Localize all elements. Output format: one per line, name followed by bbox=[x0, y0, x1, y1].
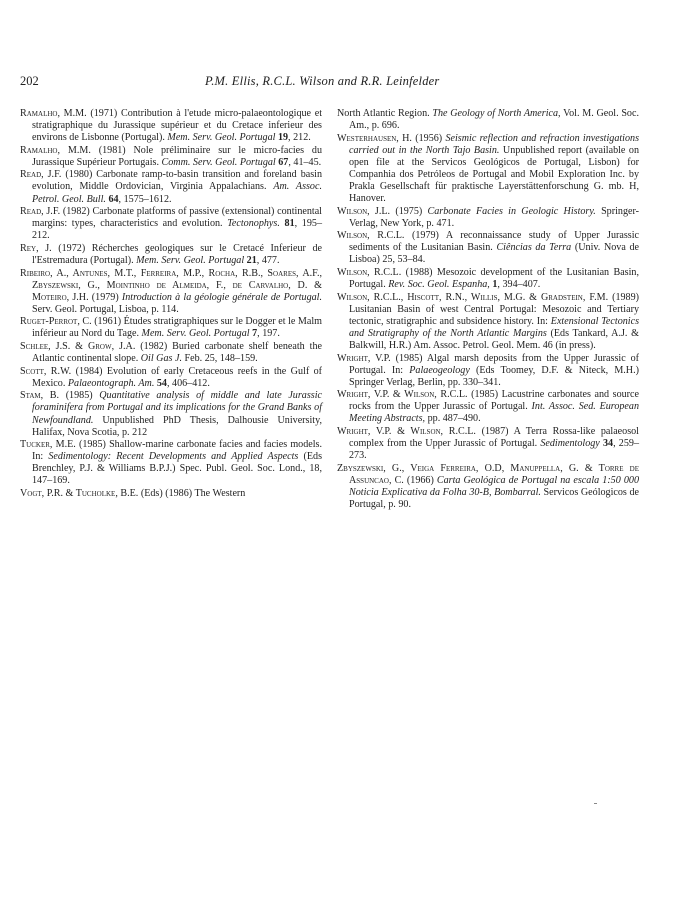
reference-authors: Ribeiro, A., Antunes, M.T., Ferreira, M.P., Rocha, R.B., Soares, A.F., Zbyszewski, G., Mointinho de Almeida, F., de Carvalho, D. & Moteiro, J.H. bbox=[20, 267, 322, 303]
page-header bbox=[0, 74, 691, 90]
reference-text: (1980) Carbonate ramp-to-basin transition and foreland basin evolution, Middle Ordovician, Virginia Appalachians. bbox=[32, 169, 322, 193]
reference-source: Sedimentology bbox=[540, 438, 600, 450]
reference-source: Sedimentology: Recent Developments and Applied Aspects bbox=[48, 451, 299, 463]
reference-entry bbox=[337, 133, 639, 205]
page-number: 202 bbox=[20, 74, 39, 88]
reference-authors: Rey, J. bbox=[20, 242, 52, 254]
reference-pages: , 197. bbox=[257, 328, 280, 340]
reference-entry bbox=[20, 316, 322, 340]
reference-source: Introduction à la géologie générale de Portugal. bbox=[121, 291, 322, 303]
reference-text: (1981) Nole préliminaire sur le micro-facies du Jurassique Supérieur Portugais. bbox=[32, 144, 322, 168]
reference-text: (1984) Evolution of early Cretaceous reefs in the Gulf of Mexico. bbox=[32, 365, 322, 389]
reference-entry bbox=[20, 488, 322, 500]
reference-entry bbox=[20, 145, 322, 169]
reference-volume: 19 bbox=[275, 132, 289, 144]
reference-entry bbox=[20, 366, 322, 390]
reference-volume: 1 bbox=[489, 279, 498, 291]
reference-source: Ciências da Terra bbox=[496, 242, 572, 254]
reference-pages: Unpublished PhD Thesis, Dalhousie University, Halifax, Nova Scotia, p. 212 bbox=[32, 414, 322, 438]
reference-pages: Unpublished report (available on open file at the Servicos Geológicos de Portugal, Lisbon) for Companhia dos Petróleos de Portugal and Mobil Exploration Inc. by Prakla Gesellschaft für praktische Layerstättenforschung G. mb. H, Hanover. bbox=[349, 144, 639, 204]
reference-text: (1982) Buried carbonate shelf beneath the Atlantic continental slope. bbox=[32, 341, 322, 365]
reference-pages: Springer-Verlag, New York, p. 471. bbox=[349, 205, 639, 229]
reference-pages: (Eds Tankard, A.J. & Balkwill, H.R.) Am. Assoc. Petrol. Geol. Mem. 46 (in press). bbox=[349, 327, 639, 351]
reference-text: (1985) Algal marsh deposits from the Upper Jurassic of Portugal. In: bbox=[349, 352, 639, 376]
reference-volume: 54 bbox=[154, 377, 167, 389]
reference-source: Seismic reflection and refraction investigations carried out in the North Tajo Basin. bbox=[349, 132, 639, 156]
reference-text: (1961) Études stratigraphiques sur le Dogger et le Malm inférieur au Nord du Tage. bbox=[32, 316, 322, 340]
reference-authors: Tucker, M.E. bbox=[20, 439, 76, 451]
reference-pages: Vol. M. Geol. Soc. Am., p. 696. bbox=[349, 108, 639, 132]
reference-authors: Scott, R.W. bbox=[20, 365, 72, 377]
reference-text: (1972) Récherches geologiques sur le Cretacé Inferieur de l'Estremadura (Portugal). bbox=[32, 242, 322, 266]
reference-entry bbox=[20, 268, 322, 316]
reference-entry bbox=[337, 463, 639, 511]
reference-source: Rev. Soc. Geol. Espanha, bbox=[388, 279, 490, 291]
running-head: P.M. Ellis, R.C.L. Wilson and R.R. Leinfelder bbox=[205, 74, 440, 88]
reference-volume: 67 bbox=[275, 156, 289, 168]
reference-authors: Ramalho, M.M. bbox=[20, 108, 87, 119]
reference-pages: Feb. 25, 148–159. bbox=[181, 353, 258, 365]
reference-text: (1982) Carbonate platforms of passive (extensional) continental margins: types, characteristics and evolution. bbox=[32, 206, 322, 230]
reference-pages: pp. 487–490. bbox=[425, 413, 481, 425]
reference-authors: Wright, V.P. bbox=[337, 352, 391, 364]
reference-authors: Vogt, P.R. & Tucholke, B.E. bbox=[20, 487, 139, 499]
reference-source: Comm. Serv. Geol. Portugal bbox=[161, 156, 276, 168]
reference-entry bbox=[337, 426, 639, 462]
reference-authors: Wilson, R.C.L. bbox=[337, 266, 402, 278]
reference-authors: Ramalho, M.M. bbox=[20, 144, 91, 156]
reference-text: (1971) Contribution à l'etude micro-palaeontologique et stratigraphique du Jurassique supérieur et du Cretace inferieur des environs de Lisbonne (Portugal). bbox=[32, 108, 322, 144]
reference-source: Mem. Serv. Geol. Portugal bbox=[136, 254, 245, 266]
reference-pages: , 195–212. bbox=[32, 218, 322, 242]
reference-source: Carta Geológica de Portugal na escala 1:50 000 Noticia Explicativa da Folha 30-B, Bombarral. bbox=[349, 474, 639, 498]
reference-authors: Ruget-Perrot, C. bbox=[20, 316, 92, 328]
reference-volume: 21 bbox=[244, 254, 257, 266]
reference-pages: (Eds Toomey, D.F. & Niteck, M.H.) Springer Verlag, Berlin, pp. 330–341. bbox=[349, 364, 639, 388]
reference-text: (1975) bbox=[390, 205, 428, 217]
reference-pages: (Univ. Nova de Lisboa) 25, 53–84. bbox=[349, 242, 639, 266]
reference-authors: Wright, V.P. & Wilson, R.C.L. bbox=[337, 389, 468, 401]
reference-source: Mem. Serv. Geol. Portugal bbox=[167, 132, 276, 144]
reference-volume: 7 bbox=[249, 328, 258, 340]
reference-text: (Eds) (1986) The Western bbox=[138, 487, 246, 499]
reference-entry bbox=[20, 206, 322, 242]
reference-text: (1989) Lusitanian Basin of west Central Portugal: Mesozoic and Tertiary tectonic, stratigraphic and subsidence history. In: bbox=[349, 291, 639, 327]
reference-entry bbox=[20, 390, 322, 438]
reference-text: (1985) Lacustrine carbonates and source rocks from the Upper Jurassic of Portugal. bbox=[349, 389, 639, 413]
reference-source: Tectonophys. bbox=[227, 218, 280, 230]
reference-source: Am. Assoc. Petrol. Geol. Bull. bbox=[32, 181, 322, 205]
reference-entry bbox=[20, 169, 322, 205]
reference-entry bbox=[337, 108, 639, 132]
reference-source: Oil Gas J. bbox=[140, 353, 182, 365]
reference-source: Mem. Serv. Geol. Portugal bbox=[141, 328, 250, 340]
reference-authors: Schlee, J.S. & Grow, J.A. bbox=[20, 341, 136, 353]
reference-text: (1979) bbox=[88, 291, 122, 303]
references-column-right bbox=[337, 108, 639, 511]
reference-text: (1987) A Terra Rossa-like palaeosol complex from the Upper Jurassic of Portugal. bbox=[349, 425, 639, 450]
reference-pages: , 41–45. bbox=[288, 156, 322, 168]
reference-authors: Zbyszewski, G., Veiga Ferreira, O.D, Manuppella, G. & Torre de Assuncao, C. bbox=[337, 462, 639, 486]
reference-source: Palaeontograph. Am. bbox=[67, 377, 155, 389]
reference-entry bbox=[337, 206, 639, 230]
reference-text: (1966) bbox=[403, 474, 437, 486]
reference-entry bbox=[20, 108, 322, 144]
reference-entry bbox=[20, 439, 322, 487]
reference-pages: , 212. bbox=[288, 132, 311, 144]
reference-pages: , 406–412. bbox=[166, 377, 210, 389]
reference-pages: , 477. bbox=[256, 254, 280, 266]
reference-pages: , 259–273. bbox=[349, 438, 639, 462]
reference-authors: Wilson, J.L. bbox=[337, 205, 391, 217]
reference-text: (1985) Shallow-marine carbonate facies and facies models. In: bbox=[32, 439, 322, 463]
reference-entry bbox=[337, 267, 639, 291]
references-column-left bbox=[20, 108, 322, 501]
reference-entry bbox=[337, 230, 639, 266]
reference-authors: Westerhausen, H. bbox=[337, 132, 412, 144]
reference-volume: 81 bbox=[279, 218, 295, 230]
reference-entry bbox=[337, 353, 639, 389]
reference-volume: 34 bbox=[599, 438, 614, 450]
reference-text: (1985) bbox=[59, 390, 100, 402]
reference-source: Extensional Tectonics and Stratigraphy of the North Atlantic Margins bbox=[349, 315, 640, 339]
reference-source: Carbonate Facies in Geologic History. bbox=[427, 205, 596, 217]
reference-text: (1979) A reconnaissance study of Upper Jurassic sediments of the Lusitanian Basin. bbox=[349, 230, 639, 254]
reference-source: The Geology of North America, bbox=[432, 108, 561, 119]
reference-source: Int. Assoc. Sed. European Meeting Abstracts, bbox=[349, 401, 639, 425]
reference-entry bbox=[337, 389, 639, 425]
reference-authors: Stam, B. bbox=[20, 390, 60, 402]
reference-authors: Wright, V.P. & Wilson, R.C.L. bbox=[337, 425, 476, 437]
reference-entry bbox=[20, 243, 322, 267]
reference-entry bbox=[337, 292, 639, 352]
reference-pages: (Eds Brenchley, P.J. & Williams B.P.J.) Spec. Publ. Geol. Soc. Lond., 18, 147–169. bbox=[32, 451, 322, 487]
margin-mark bbox=[594, 803, 597, 804]
reference-text: North Atlantic Region. bbox=[337, 108, 433, 119]
reference-pages: Serv. Geol. Portugal, Lisboa, p. 114. bbox=[32, 303, 179, 315]
reference-entry bbox=[20, 341, 322, 365]
reference-source: Palaeogeology bbox=[409, 364, 470, 376]
reference-authors: Read, J.F. bbox=[20, 169, 62, 181]
reference-pages: , 1575–1612. bbox=[118, 193, 172, 205]
reference-authors: Wilson, R.C.L., Hiscott, R.N., Willis, M.G. & Gradstein, F.M. bbox=[337, 291, 609, 303]
reference-text: (1956) bbox=[411, 132, 446, 144]
reference-pages: , 394–407. bbox=[497, 279, 541, 291]
reference-authors: Wilson, R.C.L. bbox=[337, 230, 405, 242]
reference-source: Quantitative analysis of middle and late Jurassic foraminifera from Portugal and its implications for the Grand Banks of Newfoundland. bbox=[32, 390, 322, 426]
reference-pages: Servicos Geólogicos de Portugal, p. 90. bbox=[349, 486, 639, 510]
reference-volume: 64 bbox=[105, 193, 119, 205]
reference-text: (1988) Mesozoic development of the Lusitanian Basin, Portugal. bbox=[349, 266, 639, 291]
reference-authors: Read, J.F. bbox=[20, 206, 61, 218]
